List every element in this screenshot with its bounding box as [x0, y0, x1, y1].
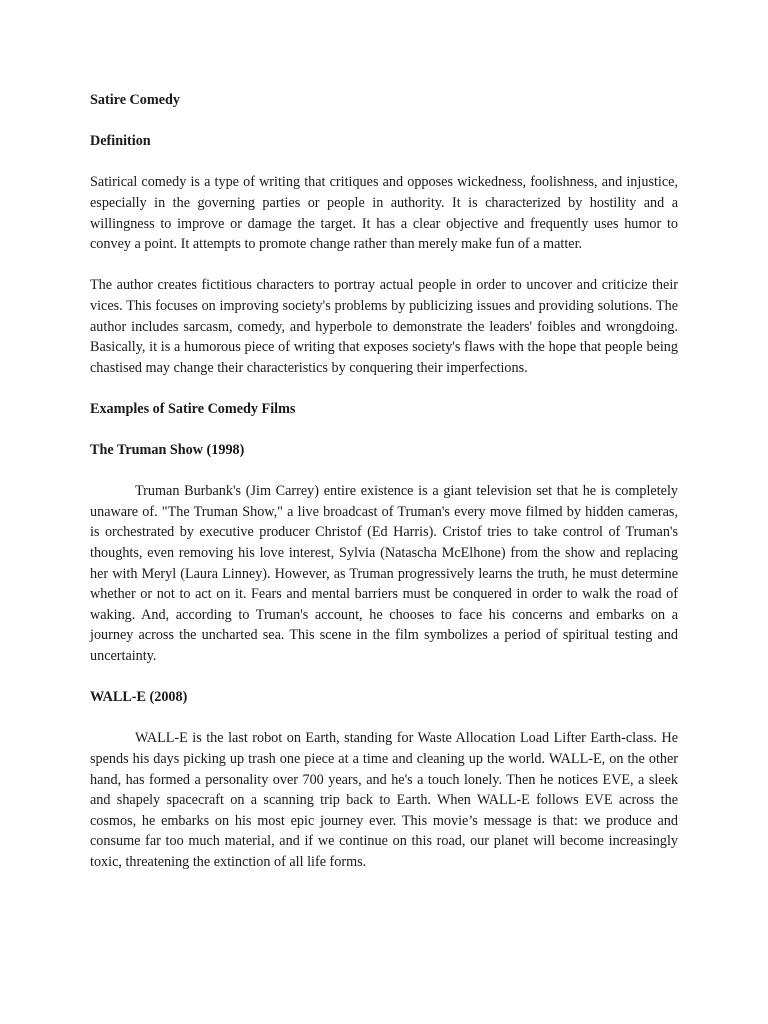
film-paragraph-wall-e: WALL-E is the last robot on Earth, standing for Waste Allocation Load Lifter Earth-class. He spends his days picking up trash one piece at a time and cleaning up the world. WALL-E, on the other hand, has formed a personality over 700 years, and he's a touch lonely. Then he notices EVE, a sleek and shapely spacecraft on a scanning trip back to Earth. When WALL-E follows EVE across the cosmos, he embarks on his most epic journey ever. This movie’s message is that: we produce and consume far too much material, and if we continue on this road, our planet will become increasingly toxic, threatening the extinction of all life forms. — [90, 730, 678, 870]
document-title: Satire Comedy — [90, 92, 180, 108]
definition-paragraph-1: Satirical comedy is a type of writing that critiques and opposes wickedness, foolishness, and injustice, especially in the governing parties or people in authority. It is characterized by hostility and a willingness to improve or damage the target. It has a clear objective and frequently uses humor to convey a point. It attempts to promote change rather than merely make fun of a matter. — [90, 174, 678, 253]
definition-heading: Definition — [90, 133, 151, 150]
spacer — [90, 461, 678, 482]
film-title-wall-e: WALL-E (2008) — [90, 689, 188, 706]
spacer — [90, 152, 678, 173]
film-title-truman-show: The Truman Show (1998) — [90, 442, 245, 459]
definition-paragraph-2: The author creates fictitious characters to portray actual people in order to uncover and criticize their vices. This focuses on improving society's problems by publicizing issues and providing solutions. The author includes sarcasm, comedy, and hyperbole to demonstrate the leaders' foibles and wrongdoing. Basically, it is a humorous piece of writing that exposes society's flaws with the hope that people being chastised may change their characteristics by conquering their imperfections. — [90, 277, 678, 376]
film-paragraph-truman-show: Truman Burbank's (Jim Carrey) entire existence is a giant television set that he is completely unaware of. "The Truman Show," a live broadcast of Truman's every move filmed by hidden cameras, is orchestrated by executive producer Christof (Ed Harris). Cristof tries to take control of Truman's thoughts, even removing his love interest, Sylvia (Natascha McElhone) from the show and replacing her with Meryl (Laura Linney). However, as Truman progressively learns the truth, he must determine whether or not to act on it. Fears and mental barriers must be conquered in order to walk the road of waking. And, according to Truman's account, he chooses to face his concerns and embarks on a journey across the uncharted sea. This scene in the film symbolizes a period of spiritual testing and uncertainty. — [90, 483, 678, 665]
spacer — [90, 111, 678, 132]
document-page — [90, 90, 678, 873]
spacer — [90, 420, 678, 441]
spacer — [90, 667, 678, 688]
spacer — [90, 255, 678, 276]
examples-heading: Examples of Satire Comedy Films — [90, 400, 296, 417]
spacer — [90, 708, 678, 729]
spacer — [90, 378, 678, 399]
